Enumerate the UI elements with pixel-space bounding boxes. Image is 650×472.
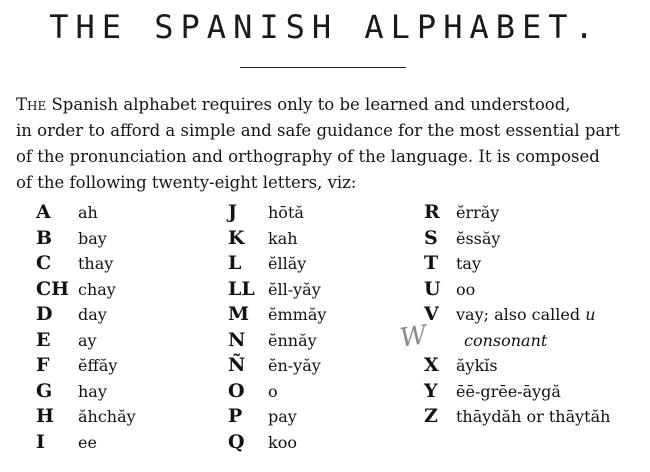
pronunciation: ăykĭs: [456, 356, 498, 375]
alphabet-column-2: [228, 200, 326, 455]
pronunciation: bay: [78, 228, 107, 248]
letter: J: [228, 201, 237, 223]
letter: N: [228, 328, 246, 351]
pronunciation: thāydăh or thāytăh: [456, 407, 611, 426]
letter-row: [36, 226, 136, 252]
pronunciation: o: [268, 381, 278, 401]
letter-row: [36, 277, 136, 303]
intro-paragraph: [16, 92, 632, 196]
pronunciation: ĕffăy: [78, 356, 118, 375]
pronunciation: ĕrrăy: [456, 203, 500, 222]
intro-line-1-text: Spanish alphabet requires only to be learned and understood,: [46, 95, 571, 114]
pronunciation: thay: [78, 254, 114, 273]
handwritten-w-mark: W: [398, 320, 429, 354]
letter: Q: [228, 430, 245, 453]
letter: S: [424, 226, 438, 249]
pronunciation: ēē-grēe-āygă: [456, 381, 561, 401]
pronunciation: vay; also called: [456, 305, 586, 324]
pronunciation: ay: [78, 330, 97, 350]
pronunciation: kah: [268, 228, 298, 248]
letter-row: [36, 430, 136, 456]
letter: F: [36, 354, 50, 376]
letter: H: [36, 405, 54, 427]
letter: A: [36, 201, 51, 223]
letter: I: [36, 430, 45, 453]
pronunciation: ee: [78, 432, 97, 452]
letter: G: [36, 379, 53, 402]
letter-row: [36, 353, 136, 379]
letter: V: [424, 303, 439, 325]
pronunciation: ăhchăy: [78, 407, 136, 426]
letter: T: [424, 252, 439, 274]
letter-row: [36, 302, 136, 328]
letter-row: [36, 404, 136, 430]
letter: Y: [424, 379, 438, 402]
letter: B: [36, 226, 53, 249]
letter: Z: [424, 405, 438, 427]
pronunciation: tay: [456, 254, 482, 273]
letter: CH: [36, 277, 70, 300]
alphabet-column-3: [424, 200, 610, 430]
pronunciation-extra: u: [585, 305, 596, 324]
pronunciation: chay: [78, 279, 116, 299]
letter-row: [228, 277, 326, 303]
letter-row: [228, 430, 326, 456]
note-row: [424, 328, 610, 354]
letter: LL: [228, 277, 255, 300]
letter: E: [36, 328, 51, 351]
letter-row: [424, 251, 610, 277]
pronunciation: ĕll-yăy: [268, 279, 321, 299]
intro-line-4: of the following twenty-eight letters, viz:: [16, 173, 357, 192]
pronunciation: pay: [268, 407, 297, 426]
pronunciation: koo: [268, 432, 297, 452]
intro-lead-word: The: [16, 95, 47, 114]
letter: O: [228, 379, 245, 402]
pronunciation: hōtă: [268, 203, 304, 222]
letter: C: [36, 252, 52, 274]
letter-row: [36, 379, 136, 405]
pronunciation: ĕllăy: [268, 254, 307, 273]
letter-row: [228, 302, 326, 328]
pronunciation-note: consonant: [464, 330, 548, 350]
intro-line-3: of the pronunciation and orthography of the language. It is composed: [16, 147, 600, 166]
letter: L: [228, 252, 242, 274]
intro-line-1: [16, 92, 632, 118]
letter-row: [228, 353, 326, 379]
letter: P: [228, 405, 243, 427]
pronunciation: ĕnnăy: [268, 330, 317, 350]
letter: X: [424, 354, 439, 376]
pronunciation: ĕn-yăy: [268, 356, 321, 375]
letter-row: [36, 251, 136, 277]
letter-row: [228, 328, 326, 354]
letter-row: [424, 277, 610, 303]
pronunciation: hay: [78, 381, 107, 401]
letter-row: [228, 251, 326, 277]
letter: M: [228, 303, 250, 325]
letter-row: [36, 328, 136, 354]
letter-row: [424, 226, 610, 252]
pronunciation: day: [78, 305, 107, 324]
pronunciation: oo: [456, 279, 476, 299]
intro-line-2: in order to afford a simple and safe guidance for the most essential part: [16, 121, 620, 140]
letter-row: [424, 379, 610, 405]
letter-row: [228, 200, 326, 226]
letter: D: [36, 303, 53, 325]
letter-row: [36, 200, 136, 226]
letter: R: [424, 201, 440, 223]
letter: Ñ: [228, 354, 246, 376]
page-title: THE SPANISH ALPHABET.: [49, 8, 601, 46]
pronunciation: ĕmmăy: [268, 305, 327, 324]
letter-row: [424, 200, 610, 226]
pronunciation: ah: [78, 203, 98, 222]
letter: K: [228, 226, 245, 249]
letter-row: [228, 379, 326, 405]
letter-row: [424, 353, 610, 379]
title-rule: [240, 67, 406, 68]
letter: U: [424, 277, 441, 300]
pronunciation: ĕssăy: [456, 228, 501, 248]
alphabet-column-1: [36, 200, 136, 455]
letter-row: [424, 404, 610, 430]
letter-row: [228, 404, 326, 430]
letter-row: [424, 302, 610, 328]
letter-row: [228, 226, 326, 252]
